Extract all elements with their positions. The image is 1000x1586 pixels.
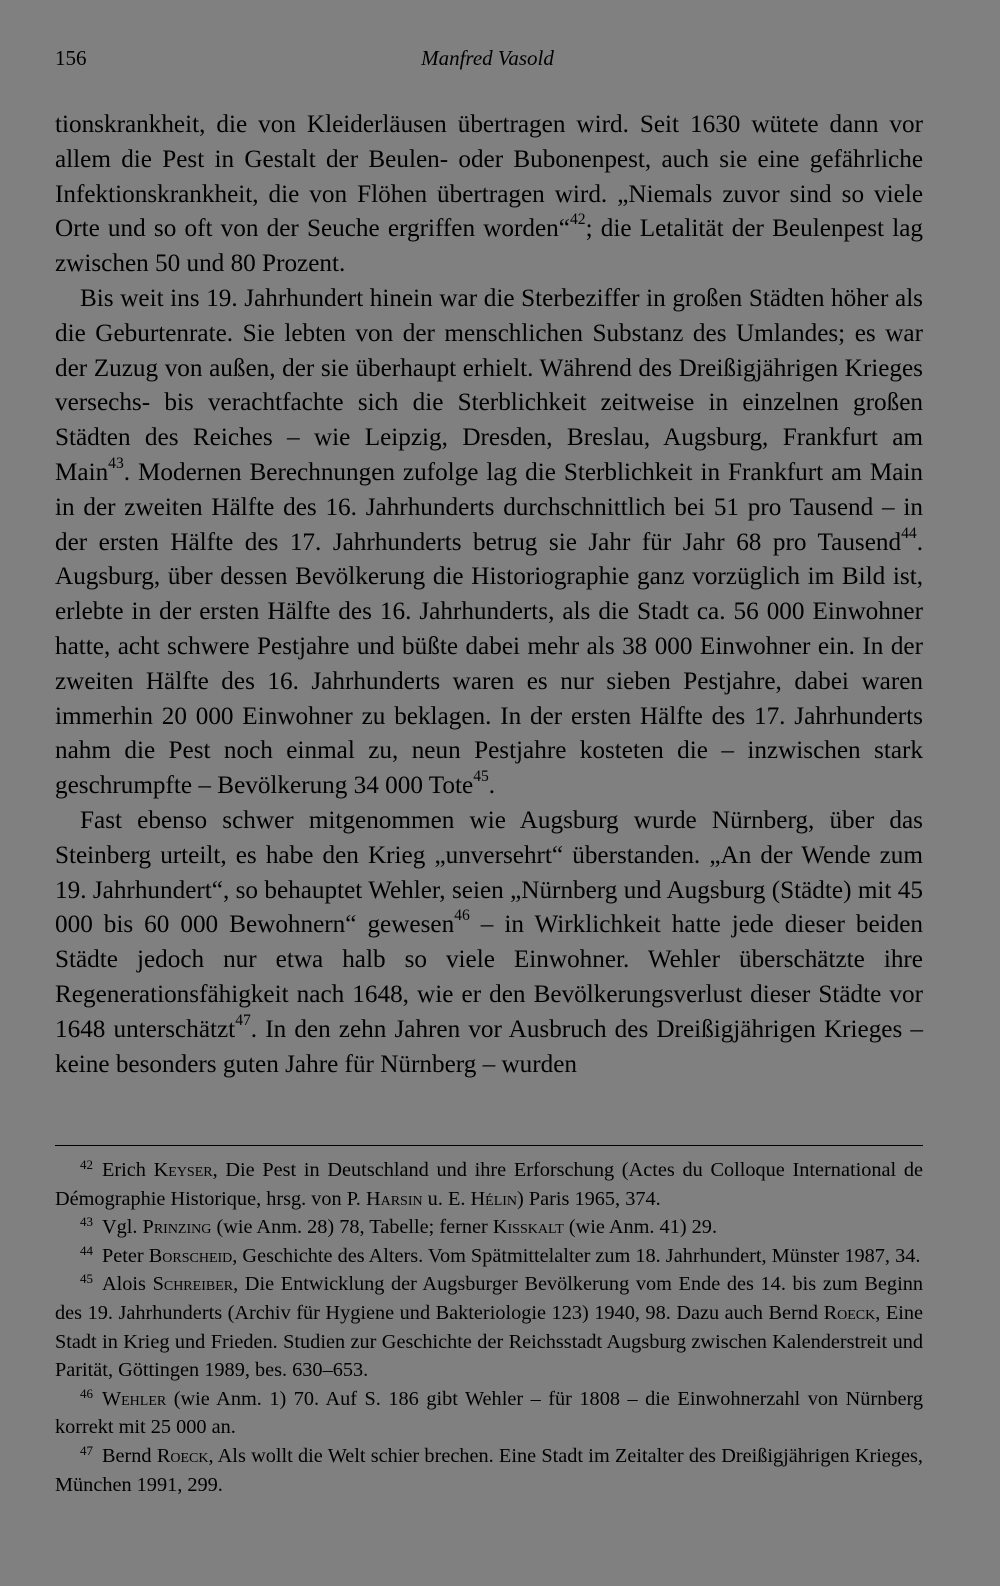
paragraph-2 (55, 282, 923, 804)
author-name: Borscheid (148, 1244, 233, 1267)
footnote-text: , Die Pest in Deutschland und ihre Erforschung (Actes du Colloque International de Démographie Historique, hrsg. von P. (55, 1159, 923, 1210)
paragraph-text: – in Wirklichkeit hatte jede dieser beiden Städte jedoch nur etwa halb so viele Einwohner. Wehler überschätzte ihre Regenerationsfähigkeit nach 1648, wie er den Bevölkerungsverlust dieser Städte vor 1648 unterschätzt (55, 911, 923, 1043)
footnote-number: 43 (80, 1214, 93, 1230)
footnote-text: (wie Anm. 28) 78, Tabelle; ferner (211, 1216, 493, 1239)
footnote-text: Bernd (101, 1444, 157, 1467)
footnote-text: ) Paris 1965, 374. (517, 1187, 661, 1210)
footnote-45 (55, 1270, 923, 1384)
running-head (55, 46, 920, 78)
editor-name: Harsin (365, 1187, 423, 1210)
footnote-number: 42 (80, 1156, 93, 1172)
paragraph-text: ; die Letalität der Beulenpest lag zwischen 50 und 80 Prozent. (55, 215, 924, 278)
paragraph-text: Fast ebenso schwer mitgenommen wie Augsburg wurde Nürnberg, über das Steinberg urteilt, es habe den Krieg „unversehrt“ überstanden. „An der Wende zum 19. Jahrhundert“, so behauptet Wehler, seien „Nürnberg und Augsburg (Städte) mit 45 000 bis 60 000 Bewohnern“ gewesen (55, 806, 923, 939)
footnote-text: Vgl. (101, 1216, 143, 1239)
paragraph-text: Bis weit ins 19. Jahrhundert hinein war die Sterbeziffer in großen Städten höher als die Geburtenrate. Sie lebten von der menschlichen Substanz des Umlandes; es war der Zuzug von außen, der sie überhaupt erhielt. Während des Dreißigjährigen Krieges versechs- bis verachtfachte sich die Sterblichkeit zeitweise in einzelnen großen Städten des Reiches – wie Leipzig, Dresden, Breslau, Augsburg, Frankfurt am Main (55, 284, 923, 486)
footnote-text: , Die Entwicklung der Augsburger Bevölkerung vom Ende des 14. bis zum Beginn des 19. Jahrhunderts (Archiv für Hygiene und Bakteriologie 123) 1940, 98. Dazu auch Bernd (55, 1273, 923, 1324)
footnote-number: 45 (80, 1271, 93, 1287)
paragraph-text: . In den zehn Jahren vor Ausbruch des Dreißigjährigen Krieges – keine besonders guten Jahre für Nürnberg – wurden (55, 1015, 923, 1078)
footnote-number: 44 (80, 1242, 93, 1258)
footnote-text: , Geschichte des Alters. Vom Spätmittelalter zum 18. Jahrhundert, Münster 1987, 34. (232, 1244, 921, 1267)
running-title: Manfred Vasold (421, 46, 554, 70)
body-text (55, 108, 923, 1082)
footnote-ref-44[interactable]: 44 (901, 524, 917, 542)
paragraph-1 (55, 108, 923, 282)
paragraph-text: . (488, 772, 496, 800)
author-name: Prinzing (142, 1216, 212, 1239)
author-name: Roeck (156, 1444, 209, 1467)
paragraph-3 (55, 804, 923, 1082)
footnote-text: Alois (101, 1273, 153, 1296)
footnote-ref-43[interactable]: 43 (108, 454, 124, 472)
author-name: Wehler (101, 1387, 167, 1410)
editor-name: Hélin (470, 1187, 518, 1210)
footnote-43 (55, 1213, 923, 1242)
footnotes (55, 1156, 923, 1499)
footnote-text: , Eine Stadt in Krieg und Frieden. Studien zur Geschichte der Reichsstadt Augsburg zwischen Kalenderstreit und Parität, Göttingen 1989, bes. 630–653. (55, 1301, 923, 1382)
footnote-ref-46[interactable]: 46 (454, 907, 470, 925)
paragraph-text: . Modernen Berechnungen zufolge lag die Sterblichkeit in Frankfurt am Main in der zweiten Hälfte des 16. Jahrhunderts durchschnittlich bei 51 pro Tausend – in der ersten Hälfte des 17. Jahrhunderts betrug sie Jahr für Jahr 68 pro Tausend (55, 458, 923, 556)
footnote-text: , Als wollt die Welt schier brechen. Eine Stadt im Zeitalter des Dreißigjährigen Krieges, München 1991, 299. (55, 1444, 924, 1496)
footnote-text: Peter (101, 1244, 149, 1267)
footnote-44 (55, 1242, 923, 1271)
paragraph-text: . Augsburg, über dessen Bevölkerung die Historiographie ganz vorzüglich im Bild ist, erlebte in der ersten Hälfte des 16. Jahrhunderts, als die Stadt ca. 56 000 Einwohner hatte, acht schwere Pestjahre und büßte dabei mehr als 38 000 Einwohner ein. In der zweiten Hälfte des 16. Jahrhunderts waren es nur sieben Pestjahre, dabei waren immerhin 20 000 Einwohner zu beklagen. In der ersten Hälfte des 17. Jahrhunderts nahm die Pest noch einmal zu, neun Pestjahre kosteten die – inzwischen stark geschrumpfte – Bevölkerung 34 000 Tote (55, 528, 923, 800)
footnote-42 (55, 1156, 923, 1213)
footnote-ref-47[interactable]: 47 (235, 1011, 251, 1029)
author-name: Schreiber (152, 1273, 234, 1296)
author-name: Kisskalt (492, 1216, 564, 1239)
footnote-ref-45[interactable]: 45 (473, 767, 489, 785)
footnote-text: (wie Anm. 1) 70. Auf S. 186 gibt Wehler – für 1808 – die Einwohnerzahl von Nürnberg korrekt mit 25 000 an. (55, 1387, 923, 1439)
author-name: Keyser (153, 1159, 213, 1181)
footnote-46 (55, 1385, 923, 1442)
footnote-divider (55, 1145, 923, 1146)
paragraph-text: tionskrankheit, die von Kleiderläusen übertragen wird. Seit 1630 wütete dann vor allem die Pest in Gestalt der Beulen- oder Bubonenpest, auch sie eine gefährliche Infektionskrankheit, die von Flöhen übertragen wird. „Niemals zuvor sind so viele Orte und so oft von der Seuche ergriffen worden“ (55, 111, 923, 243)
footnote-ref-42[interactable]: 42 (569, 211, 586, 229)
footnote-text: (wie Anm. 41) 29. (563, 1216, 718, 1239)
footnote-text: u. E. (422, 1187, 471, 1210)
footnote-number: 47 (80, 1442, 93, 1458)
footnote-47 (55, 1442, 923, 1499)
author-name: Roeck (823, 1301, 876, 1324)
footnote-number: 46 (80, 1385, 93, 1401)
page-number: 156 (55, 46, 87, 70)
footnote-text: Erich (101, 1159, 154, 1181)
